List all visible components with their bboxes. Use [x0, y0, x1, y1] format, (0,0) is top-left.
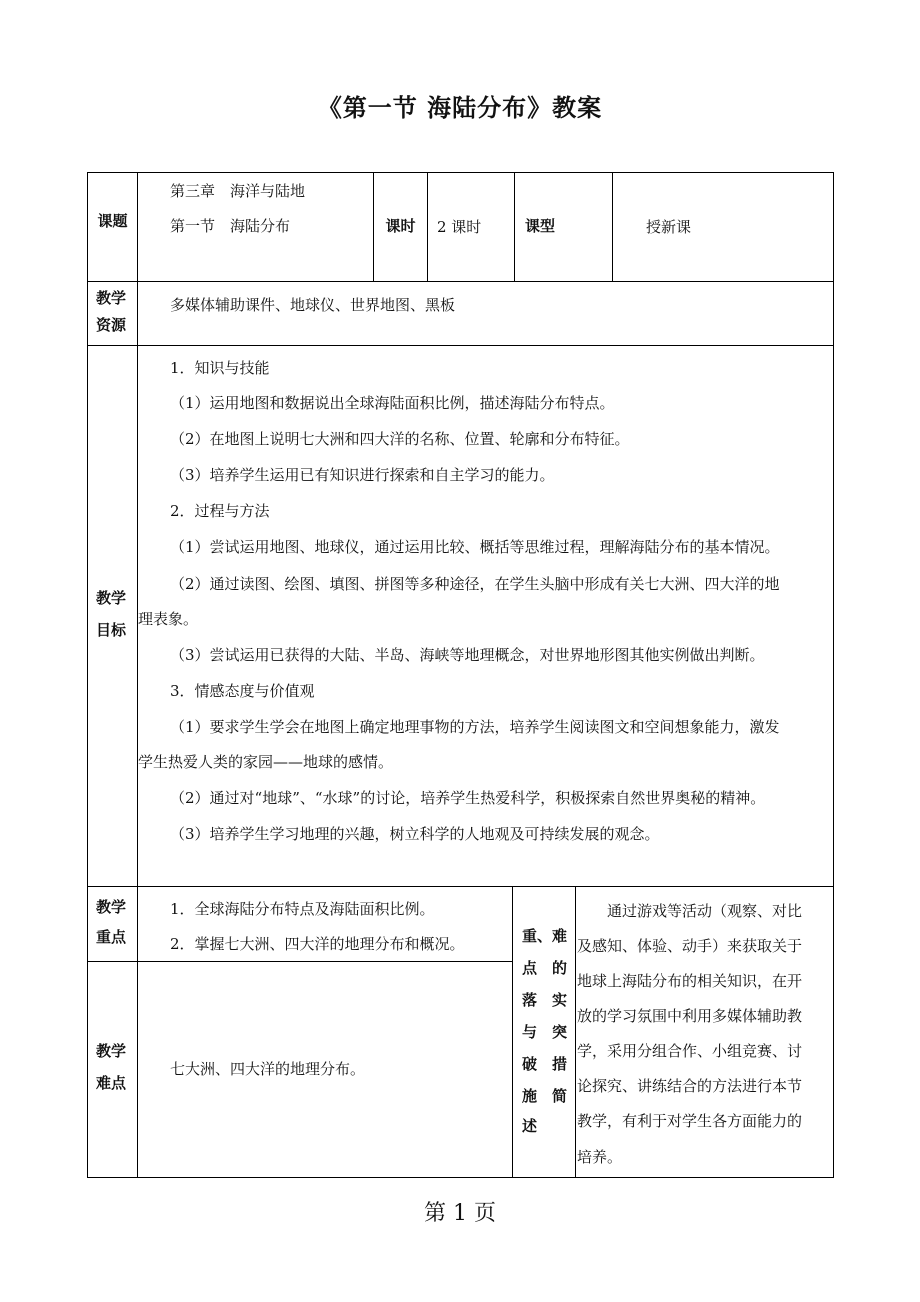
objective-line: （3）培养学生学习地理的兴趣，树立科学的人地观及可持续发展的观念。 — [170, 825, 660, 843]
measure-line: 放的学习氛围中利用多媒体辅助教 — [577, 1007, 803, 1025]
objectives-label: 教学 目标 — [96, 589, 127, 639]
objective-line: 3．情感态度与价值观 — [170, 682, 315, 700]
objective-line: （1）运用地图和数据说出全球海陆面积比例，描述海陆分布特点。 — [170, 394, 615, 412]
objective-line: 学生热爱人类的家园——地球的感情。 — [138, 753, 394, 771]
objective-line: （1）尝试运用地图、地球仪，通过运用比较、概括等思维过程，理解海陆分布的基本情况。 — [170, 538, 780, 556]
objective-line: 1．知识与技能 — [170, 359, 270, 377]
objective-line: （1）要求学生学会在地图上确定地理事物的方法，培养学生阅读图文和空间想象能力，激发 — [170, 718, 780, 736]
difficulty-label: 教学 难点 — [96, 1042, 127, 1092]
measure-line: 地球上海陆分布的相关知识，在开 — [577, 972, 803, 990]
measure-line: 培养。 — [577, 1148, 623, 1166]
type-label: 课型 — [524, 217, 555, 235]
page-number: 第 1 页 — [424, 1201, 496, 1226]
objective-line: （3）培养学生运用已有知识进行探索和自主学习的能力。 — [170, 466, 555, 484]
type-value: 授新课 — [646, 218, 692, 236]
key-point-2: 2．掌握七大洲、四大洋的地理分布和概况。 — [170, 935, 465, 953]
measure-line: 论探究、讲练结合的方法进行本节 — [577, 1077, 803, 1095]
topic-chapter: 第三章 海洋与陆地 — [170, 182, 306, 200]
key-point-1: 1．全球海陆分布特点及海陆面积比例。 — [170, 900, 435, 918]
objective-line: （2）通过读图、绘图、填图、拼图等多种途径，在学生头脑中形成有关七大洲、四大洋的地 — [170, 575, 780, 593]
hours-value: 2 课时 — [437, 218, 482, 236]
objective-line: 2．过程与方法 — [170, 502, 270, 520]
measure-line: 教学，有利于对学生各方面能力的 — [577, 1112, 803, 1130]
key-points-label: 教学 重点 — [96, 898, 127, 946]
objective-line: （3）尝试运用已获得的大陆、半岛、海峡等地理概念，对世界地形图其他实例做出判断。 — [170, 646, 765, 664]
objective-line: （2）在地图上说明七大洲和四大洋的名称、位置、轮廓和分布特征。 — [170, 430, 630, 448]
measures-label: 重、难 点 的 落 实 与 突 破 措 施 简 述 — [522, 927, 568, 1135]
objective-line: （2）通过对“地球”、“水球”的讨论，培养学生热爱科学，积极探索自然世界奥秘的精神。 — [170, 789, 766, 807]
page-title: 《第一节 海陆分布》教案 — [317, 94, 603, 122]
measure-line: 通过游戏等活动（观察、对比 — [607, 902, 803, 920]
resources-label: 教学 资源 — [96, 289, 127, 334]
measure-line: 及感知、体验、动手）来获取关于 — [577, 937, 803, 955]
resources-value: 多媒体辅助课件、地球仪、世界地图、黑板 — [170, 296, 456, 314]
topic-label: 课题 — [97, 212, 128, 230]
objective-line: 理表象。 — [138, 610, 199, 628]
hours-label: 课时 — [385, 217, 416, 235]
topic-section: 第一节 海陆分布 — [170, 217, 291, 235]
difficulty-value: 七大洲、四大洋的地理分布。 — [170, 1060, 366, 1078]
measure-line: 学，采用分组合作、小组竞赛、讨 — [577, 1042, 803, 1060]
